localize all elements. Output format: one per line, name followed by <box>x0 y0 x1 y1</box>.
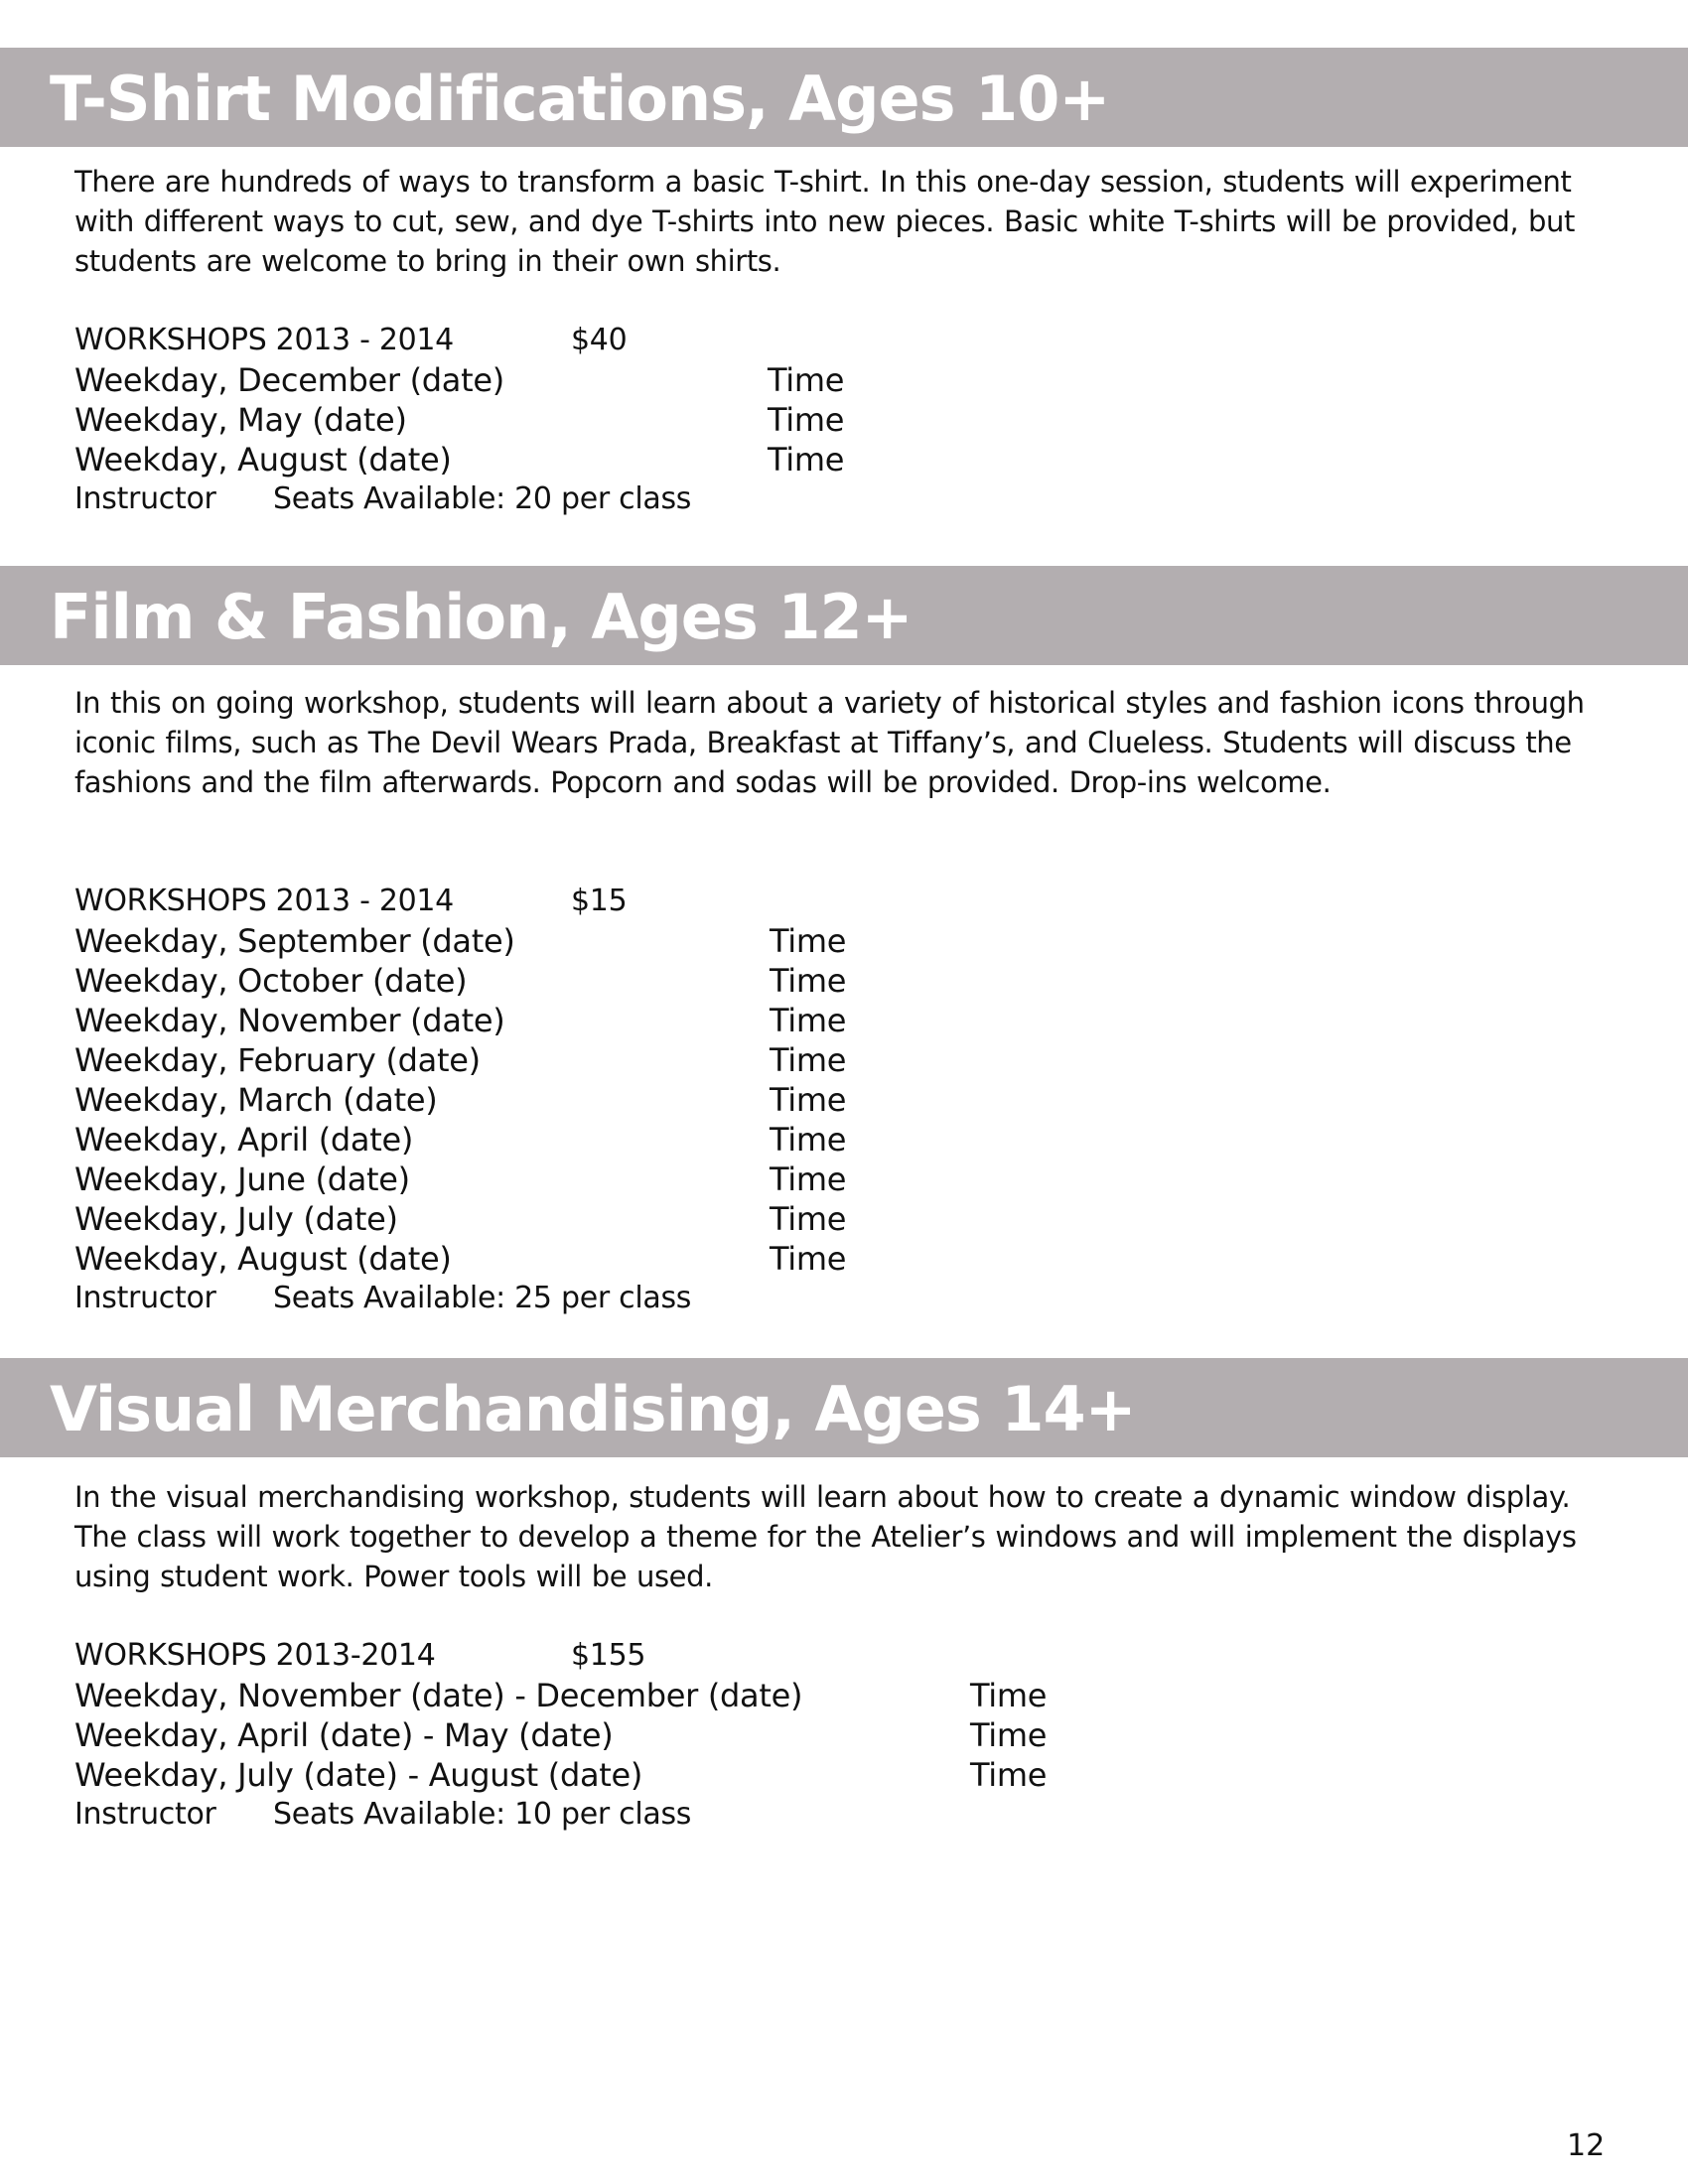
session-time: Time <box>768 401 845 439</box>
instructor-row <box>74 1279 692 1318</box>
workshops-label: WORKSHOPS 2013 - 2014 <box>74 884 454 918</box>
session-date: Weekday, April (date) <box>74 1121 414 1159</box>
session-row <box>74 921 847 961</box>
section-description: In the visual merchandising workshop, students will learn about how to create a dynamic window display. The class will work together to develop a theme for the Atelier’s windows and will implement the displays using student work. Power tools will be used. <box>74 1480 1577 1593</box>
session-date: Weekday, October (date) <box>74 962 468 1000</box>
session-time: Time <box>770 1041 847 1079</box>
session-date: Weekday, May (date) <box>74 401 407 439</box>
session-time: Time <box>770 962 847 1000</box>
section-description: In this on going workshop, students will learn about a variety of historical styles and fashion icons through iconic films, such as The Devil Wears Prada, Breakfast at Tiffany’s, and Clueless. Students will discuss the fashions and the film afterwards. Popcorn and sodas will be provided. Drop-ins welcome. <box>74 686 1585 799</box>
price: $15 <box>571 884 628 918</box>
session-row <box>74 1080 847 1120</box>
session-time: Time <box>770 1002 847 1039</box>
session-date: Weekday, July (date) <box>74 1200 398 1238</box>
session-date: Weekday, June (date) <box>74 1160 410 1198</box>
page-number: 12 <box>1567 2128 1606 2163</box>
instructor-row <box>74 1795 692 1835</box>
session-time: Time <box>970 1716 1048 1754</box>
workshops-header-row <box>74 1636 646 1676</box>
session-time: Time <box>768 361 845 399</box>
section-title: T-Shirt Modifications, Ages 10+ <box>50 63 1110 135</box>
session-date: Weekday, December (date) <box>74 361 504 399</box>
instructor-label: Instructor <box>74 1797 216 1832</box>
seats-available: Seats Available: 10 per class <box>273 1797 692 1832</box>
session-row <box>74 1120 847 1160</box>
instructor-row <box>74 479 692 519</box>
session-row <box>74 440 845 479</box>
session-date: Weekday, September (date) <box>74 922 515 960</box>
session-time: Time <box>770 1081 847 1119</box>
instructor-label: Instructor <box>74 1281 216 1315</box>
session-time: Time <box>770 1121 847 1159</box>
session-date: Weekday, July (date) - August (date) <box>74 1756 643 1794</box>
price: $40 <box>571 323 628 357</box>
session-row <box>74 1160 847 1199</box>
section-description: There are hundreds of ways to transform a basic T-shirt. In this one-day session, students will experiment with different ways to cut, sew, and dye T-shirts into new pieces. Basic white T-shirts will be provided, but students are welcome to bring in their own shirts. <box>74 165 1575 278</box>
session-date: Weekday, November (date) - December (date) <box>74 1677 803 1714</box>
section-header-band <box>0 566 1688 665</box>
session-time: Time <box>770 1160 847 1198</box>
session-row <box>74 1239 847 1279</box>
session-time: Time <box>770 922 847 960</box>
session-row <box>74 961 847 1001</box>
session-row <box>74 360 845 400</box>
seats-available: Seats Available: 20 per class <box>273 481 692 516</box>
workshops-label: WORKSHOPS 2013 - 2014 <box>74 323 454 357</box>
session-date: Weekday, April (date) - May (date) <box>74 1716 614 1754</box>
workshops-header-row <box>74 882 628 921</box>
session-date: Weekday, February (date) <box>74 1041 481 1079</box>
session-time: Time <box>770 1200 847 1238</box>
seats-available: Seats Available: 25 per class <box>273 1281 692 1315</box>
section-header-band <box>0 48 1688 147</box>
workshops-label: WORKSHOPS 2013-2014 <box>74 1638 436 1673</box>
session-time: Time <box>768 441 845 478</box>
session-date: Weekday, August (date) <box>74 1240 452 1278</box>
section-title: Film & Fashion, Ages 12+ <box>50 581 913 653</box>
session-date: Weekday, August (date) <box>74 441 452 478</box>
section-title: Visual Merchandising, Ages 14+ <box>50 1373 1136 1445</box>
session-row <box>74 1676 1048 1715</box>
session-row <box>74 1199 847 1239</box>
session-row <box>74 400 845 440</box>
session-row <box>74 1755 1048 1795</box>
instructor-label: Instructor <box>74 481 216 516</box>
workshops-header-row <box>74 321 628 360</box>
session-date: Weekday, November (date) <box>74 1002 505 1039</box>
session-time: Time <box>770 1240 847 1278</box>
session-row <box>74 1001 847 1040</box>
section-header-band <box>0 1358 1688 1457</box>
session-date: Weekday, March (date) <box>74 1081 438 1119</box>
session-time: Time <box>970 1756 1048 1794</box>
price: $155 <box>571 1638 646 1673</box>
session-row <box>74 1715 1048 1755</box>
session-time: Time <box>970 1677 1048 1714</box>
session-row <box>74 1040 847 1080</box>
